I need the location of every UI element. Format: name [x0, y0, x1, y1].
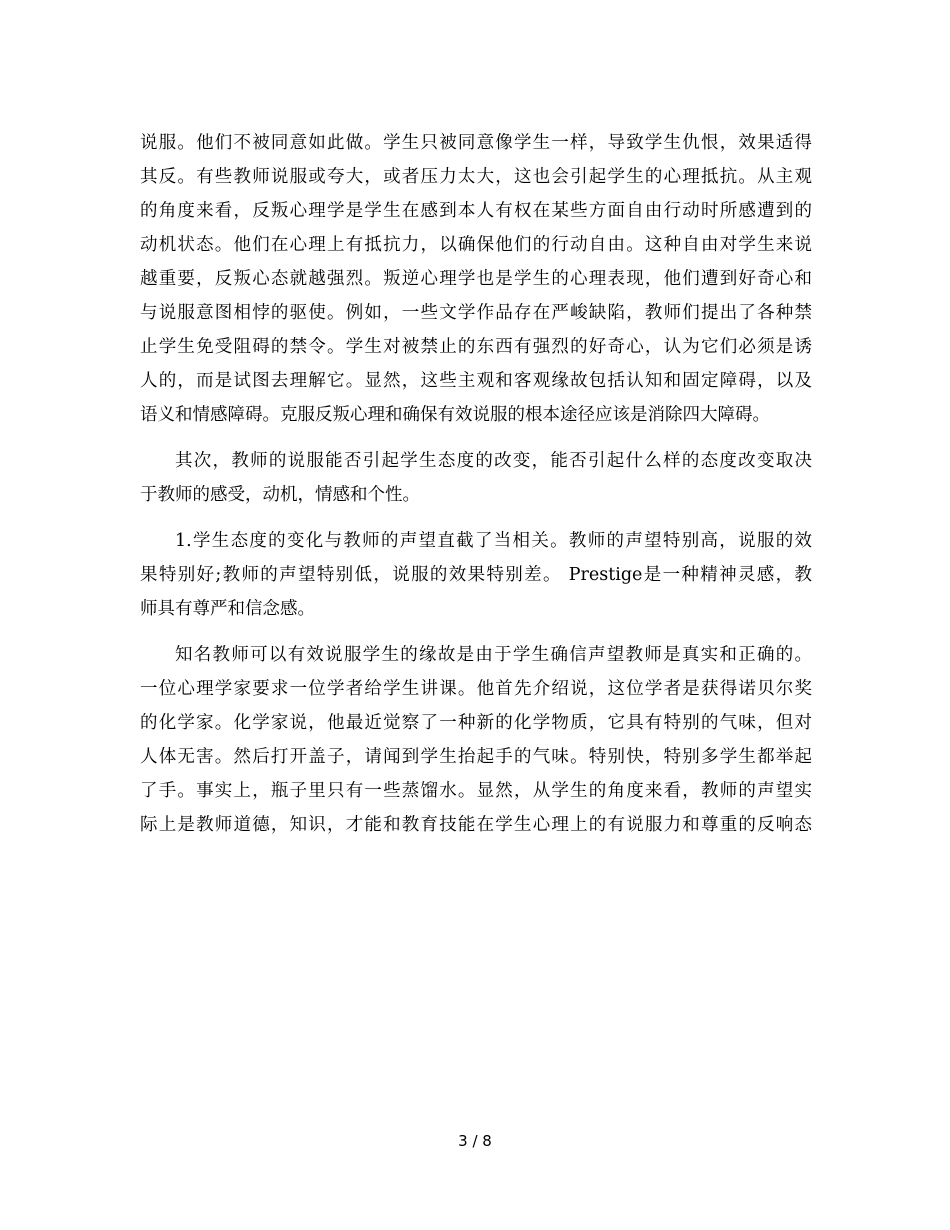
text-line: 的化学家。化学家说，他最近觉察了一种新的化学物质，它具有特别的气味，但对 — [140, 713, 812, 733]
paragraph-2 — [140, 444, 812, 512]
text-line: 说服。他们不被同意如此做。学生只被同意像学生一样，导致学生仇恨，效果适得 — [140, 133, 812, 153]
text-line: 语义和情感障碍。克服反叛心理和确保有效说服的根本途径应该是消除四大障碍。 — [140, 405, 770, 425]
text-line: 人的，而是试图去理解它。显然，这些主观和客观缘故包括认知和固定障碍，以及 — [140, 371, 812, 391]
text-line: 际上是教师道德，知识，才能和教育技能在学生心理上的有说服力和尊重的反响态 — [140, 815, 812, 835]
text-line: 的角度来看，反叛心理学是学生在感到本人有权在某些方面自由行动时所感遭到的 — [140, 201, 812, 221]
text-line: 知名教师可以有效说服学生的缘故是由于学生确信声望教师是真实和正确的。 — [175, 645, 812, 665]
text-line: 1.学生态度的变化与教师的声望直截了当相关。教师的声望特别高，说服的效 — [175, 531, 812, 551]
text-line: 其次，教师的说服能否引起学生态度的改变，能否引起什么样的态度改变取决 — [175, 451, 812, 471]
text-line: 人体无害。然后打开盖子，请闻到学生抬起手的气味。特别快，特别多学生都举起 — [140, 747, 812, 767]
text-line: 一位心理学家要求一位学者给学生讲课。他首先介绍说，这位学者是获得诺贝尔奖 — [140, 679, 812, 699]
text-line: 果特别好;教师的声望特别低，说服的效果特别差。 Prestige是一种精神灵感，教 — [140, 565, 812, 585]
text-line: 了手。事实上，瓶子里只有一些蒸馏水。显然，从学生的角度来看，教师的声望实 — [140, 781, 812, 801]
paragraph-4 — [140, 638, 812, 842]
text-line: 与说服意图相悖的驱使。例如，一些文学作品存在严峻缺陷，教师们提出了各种禁 — [140, 303, 812, 323]
document-page — [140, 126, 812, 854]
text-line: 越重要，反叛心态就越强烈。叛逆心理学也是学生的心理表现，他们遭到好奇心和 — [140, 269, 812, 289]
page-number: 3 / 8 — [458, 1132, 492, 1150]
text-line: 止学生免受阻碍的禁令。学生对被禁止的东西有强烈的好奇心，认为它们必须是诱 — [140, 337, 812, 357]
text-line: 于教师的感受，动机，情感和个性。 — [140, 485, 420, 505]
paragraph-3 — [140, 524, 812, 626]
text-line: 动机状态。他们在心理上有抵抗力，以确保他们的行动自由。这种自由对学生来说 — [140, 235, 812, 255]
text-line: 师具有尊严和信念感。 — [140, 599, 315, 619]
paragraph-1 — [140, 126, 812, 432]
text-line: 其反。有些教师说服或夸大，或者压力太大，这也会引起学生的心理抵抗。从主观 — [140, 167, 812, 187]
